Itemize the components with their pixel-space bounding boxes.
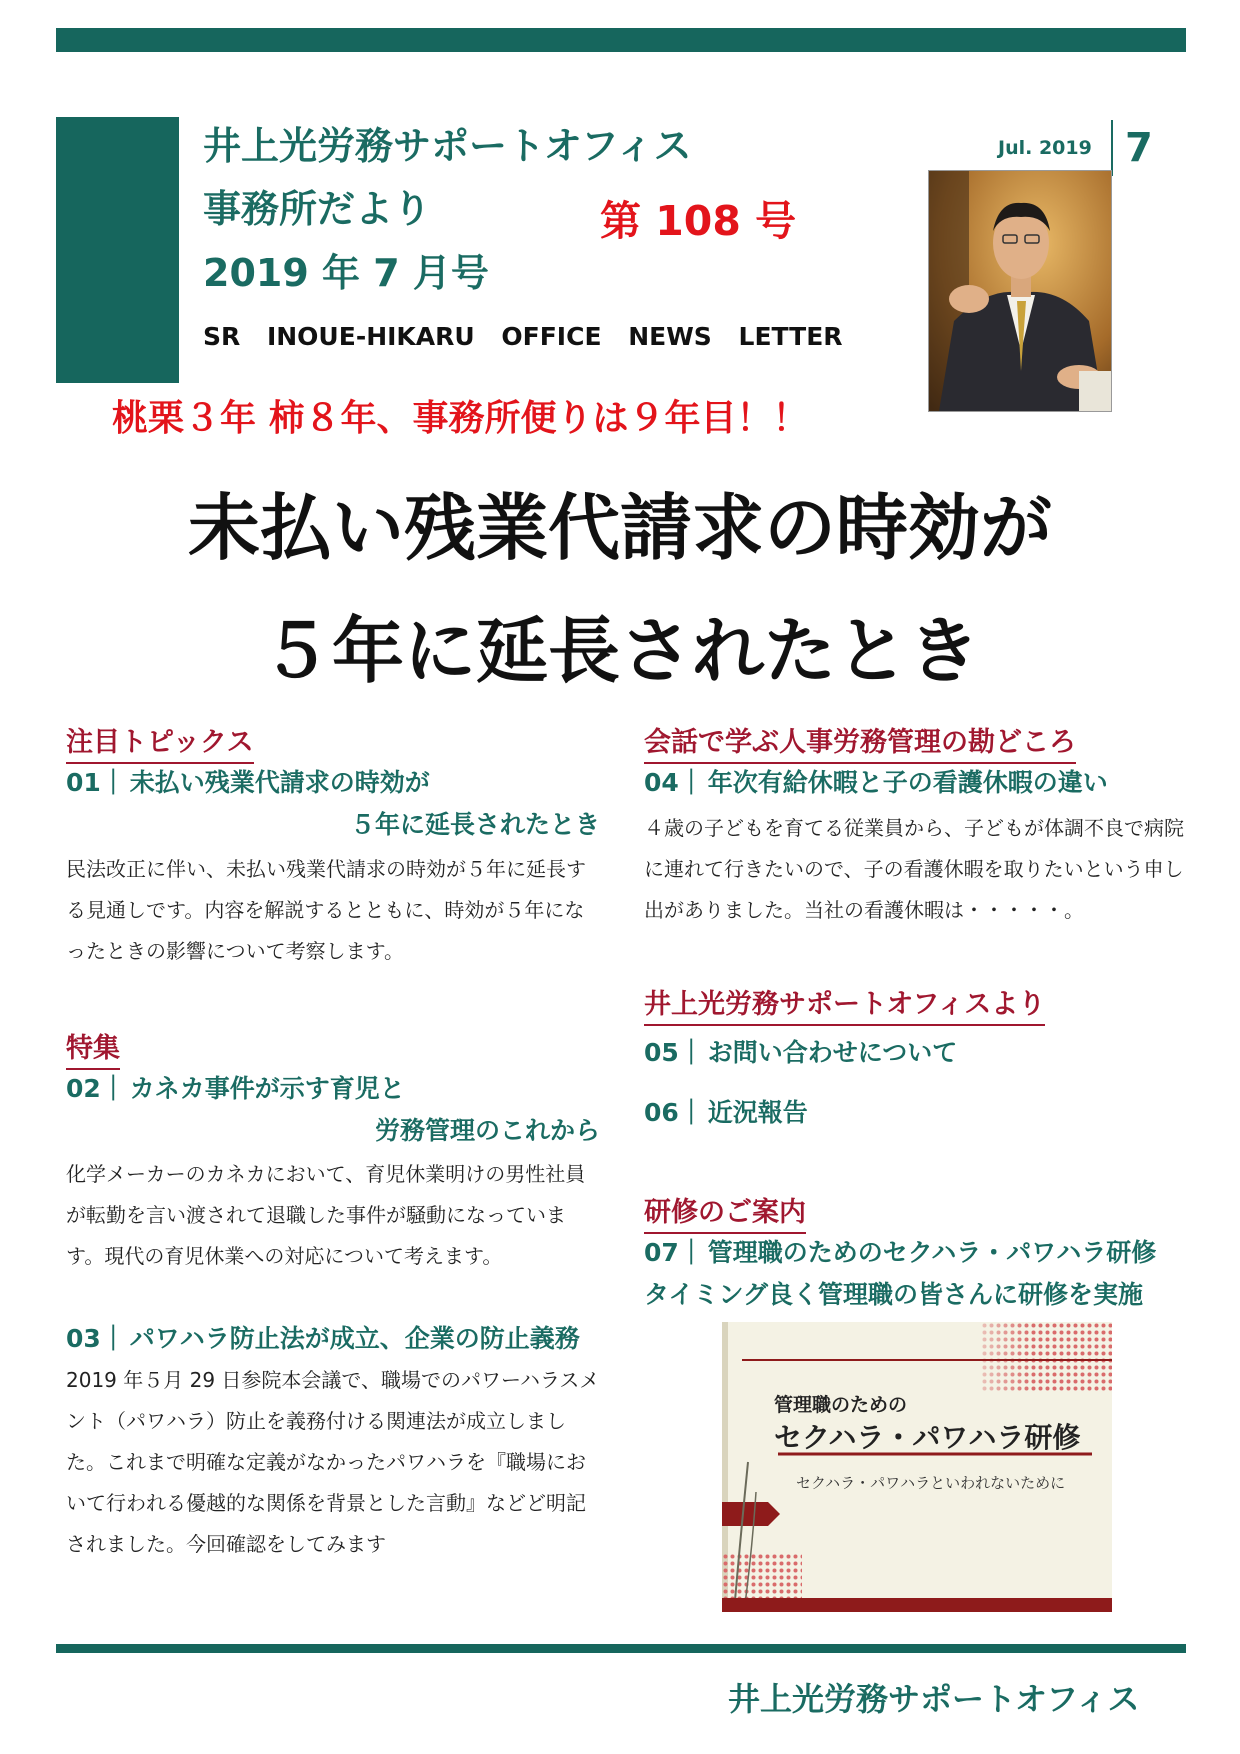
topic-01-title-line2: ５年に延長されたとき xyxy=(349,810,600,839)
topic-01-number: 01｜ xyxy=(66,768,126,797)
category-hr-conversation: 会話で学ぶ人事労務管理の勘どころ xyxy=(644,720,1076,764)
topic-07-title[interactable] xyxy=(644,1236,1156,1270)
topic-03-number: 03｜ xyxy=(66,1324,126,1353)
topic-01-title-line1: 未払い残業代請求の時効が xyxy=(129,768,430,797)
top-rule xyxy=(56,28,1186,52)
footer-office-name: 井上光労務サポートオフィス xyxy=(728,1680,1140,1718)
author-photo-illustration xyxy=(929,171,1111,411)
headline-line-2: ５年に延長されたとき xyxy=(259,609,980,693)
topic-02-number: 02｜ xyxy=(66,1074,126,1103)
category-training-info: 研修のご案内 xyxy=(644,1190,806,1234)
topic-03-title-text: パワハラ防止法が成立、企業の防止義務 xyxy=(129,1324,580,1353)
headline-line-1: 未払い残業代請求の時効が xyxy=(187,486,1052,570)
topic-05-title[interactable] xyxy=(644,1036,957,1070)
topic-01-title[interactable] xyxy=(66,766,430,800)
topic-04-number: 04｜ xyxy=(644,768,704,797)
masthead-accent-block xyxy=(56,117,179,383)
bottom-rule xyxy=(56,1644,1186,1653)
slide-decoration xyxy=(722,1322,1112,1612)
category-featured-topics: 注目トピックス xyxy=(66,720,254,764)
topic-05-title-text: お問い合わせについて xyxy=(707,1038,958,1067)
topic-02-body: 化学メーカーのカネカにおいて、育児休業明けの男性社員が転勤を言い渡されて退職した事件が騒動になっています。現代の育児休業への対応について考えます。 xyxy=(66,1162,586,1268)
topic-05-number: 05｜ xyxy=(644,1038,704,1067)
topic-04-title[interactable] xyxy=(644,766,1108,800)
date-divider xyxy=(1111,120,1113,176)
masthead-subtitle: SR INOUE-HIKARU OFFICE NEWS LETTER xyxy=(203,322,843,351)
topic-04-body: ４歳の子どもを育てる従業員から、子どもが体調不良で病院に連れて行きたいので、子の看護休暇を取りたいという申し出がありました。当社の看護休暇は・・・・・。 xyxy=(644,816,1184,922)
topic-02-title-line2: 労務管理のこれから xyxy=(374,1116,600,1145)
slide-small-title: 管理職のための xyxy=(774,1394,908,1416)
masthead-newsletter-title: 事務所だより xyxy=(203,187,432,231)
topic-06-title-text: 近況報告 xyxy=(707,1098,808,1127)
training-slide-thumbnail[interactable] xyxy=(722,1322,1112,1612)
topic-03-title[interactable] xyxy=(66,1322,580,1356)
topic-06-title[interactable] xyxy=(644,1096,808,1130)
topic-01-body: 民法改正に伴い、未払い残業代請求の時効が５年に延長する見通しです。内容を解説するとともに、時効が５年になったときの影響について考察します。 xyxy=(66,857,586,963)
masthead-office-name: 井上光労務サポートオフィス xyxy=(203,124,692,168)
author-photo xyxy=(928,170,1112,412)
topic-06-number: 06｜ xyxy=(644,1098,704,1127)
topic-03-body: 2019 年５月 29 日参院本会議で、職場でのパワーハラスメント（パワハラ）防止を義務付ける関連法が成立しました。これまで明確な定義がなかったパワハラを『職場において行われる優越的な関係を背景とした言動』などど明記されました。今回確認をしてみます xyxy=(66,1368,600,1556)
tagline: 桃栗３年 柿８年、事務所便りは９年目！！ xyxy=(112,398,809,439)
slide-main-title: セクハラ・パワハラ研修 xyxy=(774,1421,1081,1454)
topic-04-title-text: 年次有給休暇と子の看護休暇の違い xyxy=(707,768,1108,797)
masthead-month: 2019 年 7 月号 xyxy=(203,251,489,295)
topic-02-title-line1: カネカ事件が示す育児と xyxy=(129,1074,405,1103)
category-special-feature: 特集 xyxy=(66,1026,120,1070)
issue-date: Jul. 2019 xyxy=(998,137,1092,159)
topic-07-subtitle: タイミング良く管理職の皆さんに研修を実施 xyxy=(644,1280,1144,1309)
slide-subtitle: セクハラ・パワハラといわれないために xyxy=(796,1474,1066,1492)
page-number: 7 xyxy=(1125,125,1153,171)
topic-07-title-text: 管理職のためのセクハラ・パワハラ研修 xyxy=(707,1238,1157,1267)
issue-number: 第 108 号 xyxy=(600,197,797,245)
category-from-office: 井上光労務サポートオフィスより xyxy=(644,982,1045,1026)
topic-07-number: 07｜ xyxy=(644,1238,704,1267)
topic-02-title[interactable] xyxy=(66,1072,405,1106)
